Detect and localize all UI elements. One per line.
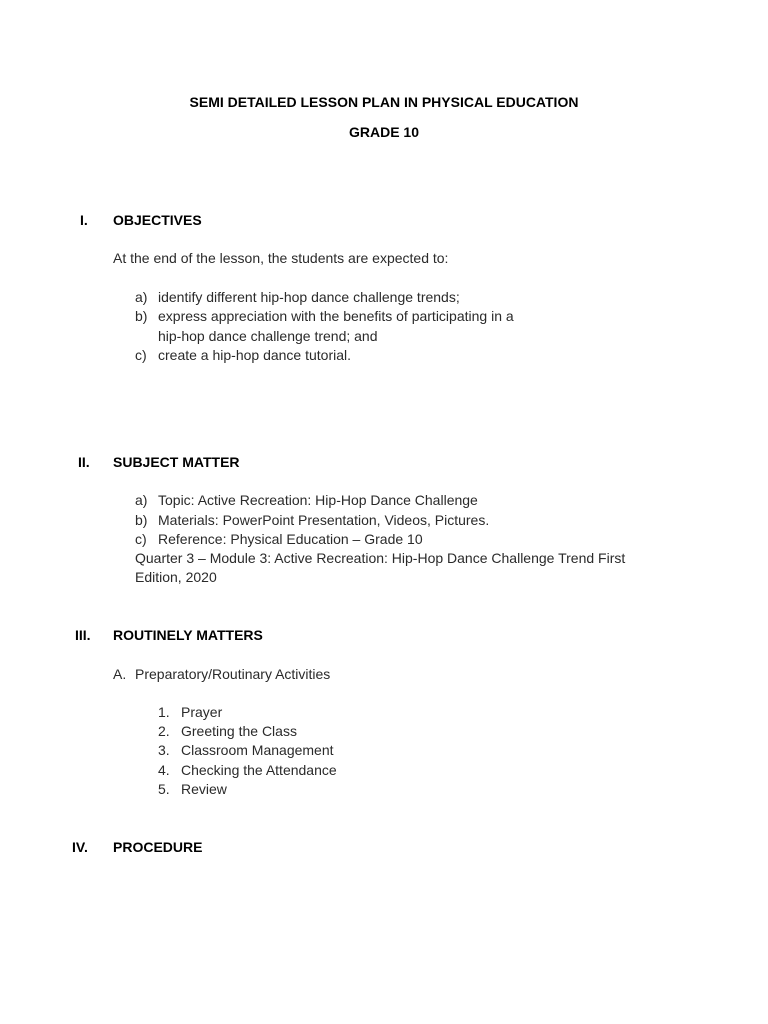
document-title: SEMI DETAILED LESSON PLAN IN PHYSICAL EDUCATION (189, 94, 579, 110)
subject-marker-a: a) (135, 492, 148, 508)
subject-reference: Reference: Physical Education – Grade 10 (158, 531, 423, 547)
activity-marker-5: 5. (158, 781, 170, 797)
activity-item-2: Greeting the Class (181, 723, 297, 739)
activity-marker-1: 1. (158, 704, 170, 720)
subject-materials: Materials: PowerPoint Presentation, Videos, Pictures. (158, 512, 490, 528)
activity-item-4: Checking the Attendance (181, 762, 337, 778)
objective-marker-a: a) (135, 289, 148, 305)
activity-item-3: Classroom Management (181, 742, 334, 758)
section-title-subject-matter: SUBJECT MATTER (113, 454, 240, 470)
section-title-procedure: PROCEDURE (113, 839, 203, 855)
objective-item-c: create a hip-hop dance tutorial. (158, 347, 352, 363)
routinely-subheading: Preparatory/Routinary Activities (135, 666, 331, 682)
subject-topic: Topic: Active Recreation: Hip-Hop Dance Challenge (158, 492, 478, 508)
objective-item-b-line-2: hip-hop dance challenge trend; and (158, 328, 378, 344)
section-number-subject-matter: II. (78, 454, 90, 470)
section-number-routinely-matters: III. (75, 627, 91, 643)
section-number-procedure: IV. (72, 839, 88, 855)
grade-heading: GRADE 10 (348, 124, 420, 140)
activity-item-1: Prayer (181, 704, 223, 720)
section-title-objectives: OBJECTIVES (113, 212, 202, 228)
activity-marker-3: 3. (158, 742, 170, 758)
subject-marker-c: c) (135, 531, 147, 547)
activity-marker-4: 4. (158, 762, 170, 778)
section-number-objectives: I. (80, 212, 88, 228)
activity-item-5: Review (181, 781, 227, 797)
objective-item-b-line-1: express appreciation with the benefits of participating in a (158, 308, 514, 324)
activity-marker-2: 2. (158, 723, 170, 739)
routinely-sub-marker: A. (113, 666, 127, 682)
objective-marker-c: c) (135, 347, 147, 363)
subject-reference-continued-line-1: Quarter 3 – Module 3: Active Recreation: Hip-Hop Dance Challenge Trend First (135, 550, 626, 566)
objective-marker-b: b) (135, 308, 148, 324)
section-title-routinely-matters: ROUTINELY MATTERS (113, 627, 263, 643)
subject-marker-b: b) (135, 512, 148, 528)
objective-item-a: identify different hip-hop dance challenge trends; (158, 289, 460, 305)
objectives-intro: At the end of the lesson, the students are expected to: (113, 250, 449, 266)
subject-reference-continued-line-2: Edition, 2020 (135, 569, 217, 585)
